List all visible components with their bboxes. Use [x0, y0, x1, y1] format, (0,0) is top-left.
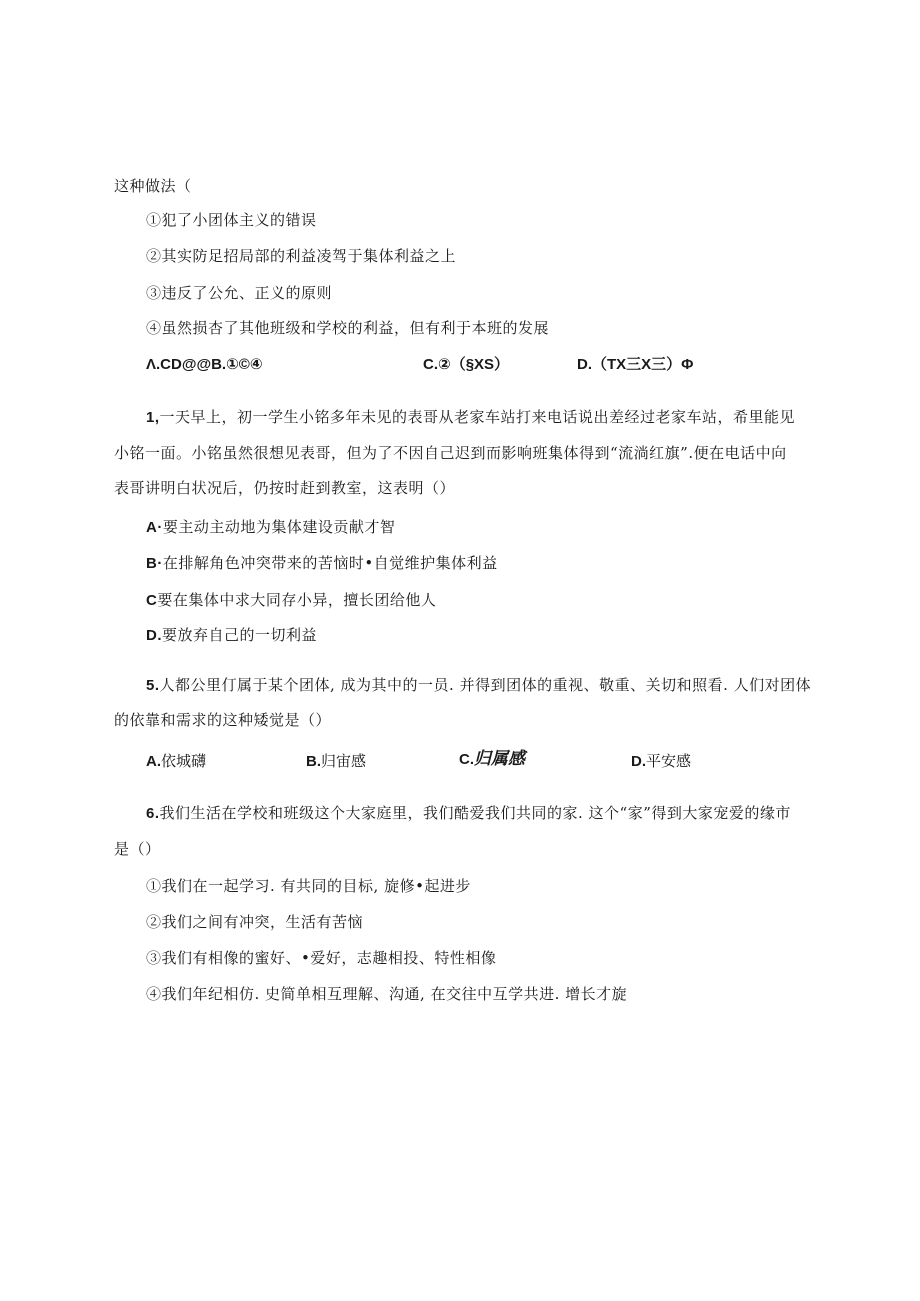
q4-option-b-letter: B· [146, 555, 163, 572]
q-prev-stem: 这种做法（ [114, 177, 192, 195]
q5-option-a-letter: A. [146, 753, 161, 770]
q6-item-1: ①我们在一起学习. 有共同的目标, 旋修•起进步 [146, 877, 471, 895]
q-prev-item-3: ③违反了公允、正义的原则 [146, 284, 333, 302]
q5-option-d-letter: D. [631, 753, 646, 770]
q5-number: 5. [146, 677, 160, 694]
q6-item-2: ②我们之间有冲突，生活有苦恼 [146, 913, 364, 931]
q-prev-item-4: ④虽然损杏了其他班级和学校的利益，但有利于本班的发展 [146, 319, 550, 337]
q4-option-b-text: 在排解角色冲突带来的苦恼时•自觉维护集体利益 [162, 554, 498, 572]
q5-option-a [146, 751, 206, 772]
q6-item-4: ④我们年纪相仿. 史简单相互理解、沟通, 在交往中互学共进. 增长才旋 [146, 985, 628, 1003]
q4-line-2: 小铭一面。小铭虽然很想见表哥，但为了不因自己迟到而影响班集体得到“流淌红旗”.便在电话中向 [114, 444, 787, 462]
q4-option-a-text: 要主动主动地为集体建设贡献才智 [162, 518, 396, 536]
q5-option-a-text: 依城礴 [161, 752, 207, 770]
q6-item-3: ③我们有相像的蜜好、•爱好，志趣相投、特性相像 [146, 949, 497, 967]
q-prev-item-2: ②其实防足招局部的利益凌驾于集体利益之上 [146, 247, 457, 265]
q5-text-1: 人都公里仃属于某个团体, 成为其中的一员. 并得到团体的重视、敬重、关切和照看. 人们对团体 [159, 676, 812, 694]
q4-option-d [146, 625, 317, 646]
q5-option-d [631, 751, 691, 772]
q4-option-c-letter: C [146, 592, 158, 609]
q-prev-item-1: ①犯了小团体主义的错误 [146, 211, 317, 229]
q4-text-1: 一天早上，初一学生小铭多年未见的表哥从老家车站打来电话说出差经过老家车站，希里能见 [159, 408, 796, 426]
q4-option-d-text: 要放弃自己的一切利益 [162, 626, 318, 644]
q5-option-c-text: 归属感 [474, 749, 525, 769]
q5-line-1 [146, 675, 811, 696]
q4-option-c-text: 要在集体中求大同存小异，擅长团给他人 [157, 591, 437, 609]
q4-option-a [146, 517, 395, 538]
q5-option-c [459, 749, 525, 770]
q6-line-1 [146, 803, 791, 824]
q4-line-3: 表哥讲明白状况后，仍按时赶到教室，这表明（） [114, 479, 456, 497]
q-prev-option-c: C.②（§XS） [423, 356, 510, 373]
q5-option-b-text: 归宙感 [321, 752, 367, 770]
q5-line-2: 的依靠和需求的这种矮觉是（） [114, 711, 332, 729]
q4-number: 1, [146, 409, 160, 426]
q6-line-2: 是（） [114, 840, 161, 858]
q6-number: 6. [146, 805, 160, 822]
q4-option-a-letter: A· [146, 519, 163, 536]
q6-text-1: 我们生活在学校和班级这个大家庭里，我们酷爱我们共同的家. 这个“家”得到大家宠爱的缘市 [159, 804, 791, 822]
q4-line-1 [146, 407, 795, 428]
q5-option-b [306, 751, 366, 772]
q-prev-option-d: D.（TX三X三）Φ [577, 356, 694, 373]
q-prev-option-ab: Λ.CD@@B.①©④ [146, 356, 263, 373]
q4-option-c [146, 590, 436, 611]
q4-option-d-letter: D. [146, 627, 162, 644]
q5-option-b-letter: B. [306, 753, 321, 770]
q5-option-c-letter: C. [459, 751, 474, 768]
q4-option-b [146, 553, 498, 574]
q5-option-d-text: 平安感 [646, 752, 692, 770]
